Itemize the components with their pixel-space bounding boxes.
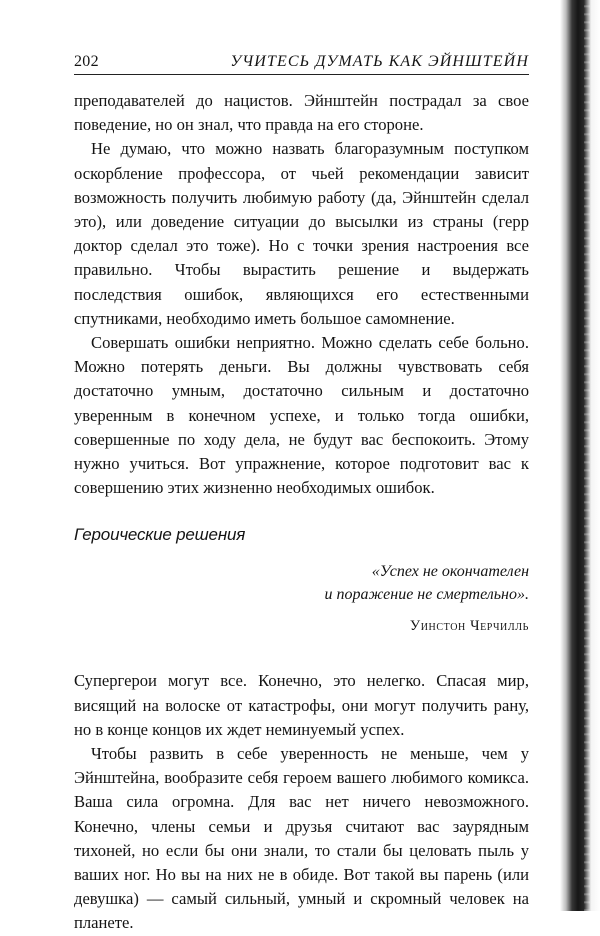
epigraph-line-1: «Успех не окончателен — [371, 563, 529, 581]
page-number: 202 — [74, 53, 99, 70]
epigraph-quote — [74, 560, 529, 606]
book-gutter-shadow — [560, 0, 600, 911]
epigraph-line-2: и поражение не смертельно». — [324, 586, 529, 604]
running-head — [74, 52, 529, 75]
gutter-scan-speckle — [584, 0, 590, 911]
section-heading: Героические решения — [74, 525, 246, 545]
paragraph-continued: преподавателей до нацистов. Эйнштейн пострадал за свое поведение, но он знал, что правда на его стороне. — [74, 91, 529, 135]
paragraph: Не думаю, что можно назвать благоразумным поступком оскорбление профессора, от чьей рекомендации зависит возможность получить любимую работу (да, Эйнштейн сделал это), или доведение ситуации до высылки из страны (герр доктор сделал это тоже). Но с точки зрения настроения все правильно. Чтобы вырастить решение и выдержать последствия ошибок, являющихся его естественными спутниками, необходимо иметь большое самомнение. — [74, 139, 529, 328]
book-title: УЧИТЕСЬ ДУМАТЬ КАК ЭЙНШТЕЙН — [230, 53, 529, 70]
main-text — [74, 89, 529, 500]
paragraph: Супергерои могут все. Конечно, это нелегко. Спасая мир, висящий на волоске от катастрофы, они могут получить рану, но в конце концов их ждет неминуемый успех. — [74, 671, 529, 739]
paragraph: Чтобы развить в себе уверенность не меньше, чем у Эйнштейна, вообразите себя героем вашего любимого комикса. Ваша сила огромна. Для вас нет ничего невозможного. Конечно, члены семьи и друзья считают вас заурядным тихоней, но если бы они знали, то стали бы целовать пыль у ваших ног. Но вы на них не в обиде. Вот такой вы парень (или девушка) — самый сильный, умный и скромный человек на планете. — [74, 744, 529, 933]
section-text — [74, 669, 529, 935]
book-page — [74, 52, 529, 936]
paragraph: Совершать ошибки неприятно. Можно сделать себе больно. Можно потерять деньги. Вы должны чувствовать себя достаточно умным, достаточно сильным и достаточно уверенным в конечном успехе, и только тогда ошибки, совершенные по ходу дела, не будут вас беспокоить. Этому нужно учиться. Вот упражнение, которое подготовит вас к совершению этих жизненно необходимых ошибок. — [74, 333, 529, 498]
epigraph-author: Уинстон Черчилль — [409, 618, 529, 635]
